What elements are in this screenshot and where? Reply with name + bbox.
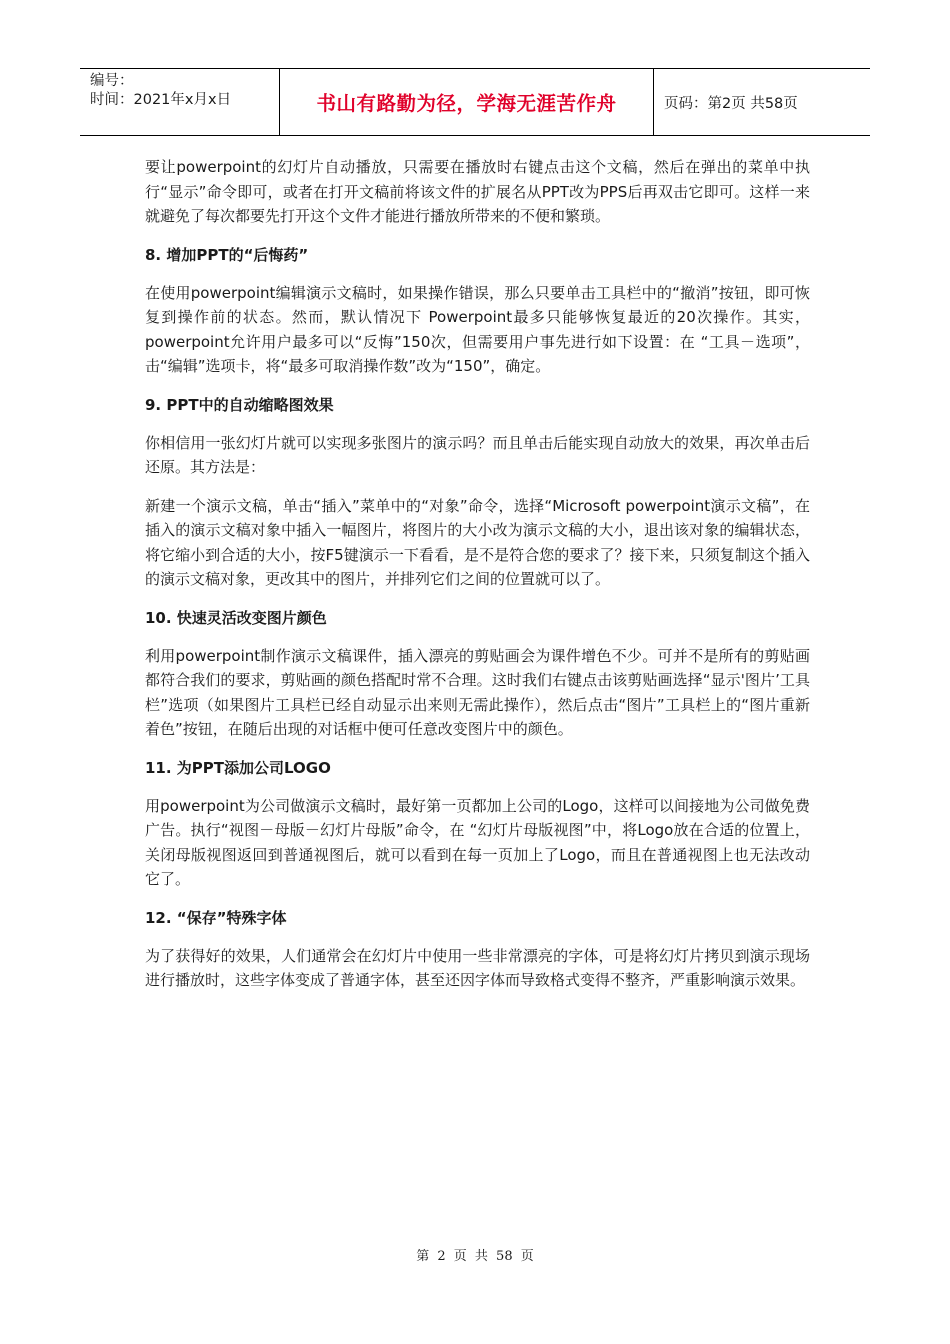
- section-heading: 9. PPT中的自动缩略图效果: [145, 395, 334, 414]
- paragraph: 在使用powerpoint编辑演示文稿时，如果操作错误，那么只要单击工具栏中的“撤消”按钮，即可恢复到操作前的状态。然而，默认情况下 Powerpoint最多只能够恢复最近的20次操作。其实，powerpoint允许用户最多可以“反悔”150次，但需要用户事先进行如下设置：在 “工具－选项”，击“编辑”选项卡，将“最多可取消操作数”改为“150”，确定。: [145, 283, 810, 375]
- document-number-label: 编号：: [90, 73, 134, 89]
- document-body: [145, 155, 810, 1007]
- paragraph: 利用powerpoint制作演示文稿课件，插入漂亮的剪贴画会为课件增色不少。可并不是所有的剪贴画都符合我们的要求，剪贴画的颜色搭配时常不合理。这时我们右键点击该剪贴画选择“显示'图片’工具栏”选项（如果图片工具栏已经自动显示出来则无需此操作），然后点击“图片”工具栏上的“图片重新着色”按钮，在随后出现的对话框中便可任意改变图片中的颜色。: [145, 646, 810, 738]
- paragraph: 你相信用一张幻灯片就可以实现多张图片的演示吗？而且单击后能实现自动放大的效果，再次单击后还原。其方法是：: [145, 433, 810, 476]
- paragraph: 要让powerpoint的幻灯片自动播放，只需要在播放时右键点击这个文稿，然后在弹出的菜单中执行“显示”命令即可，或者在打开文稿前将该文件的扩展名从PPT改为PPS后再双击它即可。这样一来就避免了每次都要先打开这个文件才能进行播放所带来的不便和繁琐。: [145, 158, 810, 225]
- paragraph: 为了获得好的效果，人们通常会在幻灯片中使用一些非常漂亮的字体，可是将幻灯片拷贝到演示现场进行播放时，这些字体变成了普通字体，甚至还因字体而导致格式变得不整齐，严重影响演示效果。: [145, 946, 810, 989]
- section-heading: 10. 快速灵活改变图片颜色: [145, 608, 327, 627]
- header-page-info: 页码：第2页 共58页: [664, 95, 798, 112]
- section-heading: 12. “保存”特殊字体: [145, 908, 287, 927]
- page-header: [80, 68, 870, 136]
- header-motto-cell: [280, 69, 654, 135]
- paragraph: 用powerpoint为公司做演示文稿时，最好第一页都加上公司的Logo，这样可以间接地为公司做免费广告。执行“视图－母版－幻灯片母版”命令，在 “幻灯片母版视图”中，将Logo放在合适的位置上，关闭母版视图返回到普通视图后，就可以看到在每一页加上了Logo，而且在普通视图上也无法改动它了。: [145, 796, 810, 888]
- document-date: 时间：2021年x月x日: [90, 92, 232, 108]
- section-heading: 8. 增加PPT的“后悔药”: [145, 245, 309, 264]
- section-heading: 11. 为PPT添加公司LOGO: [145, 758, 331, 777]
- header-motto: 书山有路勤为径，学海无涯苦作舟: [316, 92, 617, 115]
- page-footer: 第 2 页 共 58 页: [416, 1249, 534, 1264]
- header-meta: [80, 69, 280, 135]
- paragraph: 新建一个演示文稿，单击“插入”菜单中的“对象”命令，选择“Microsoft powerpoint演示文稿”，在插入的演示文稿对象中插入一幅图片，将图片的大小改为演示文稿的大小，退出该对象的编辑状态，将它缩小到合适的大小，按F5键演示一下看看，是不是符合您的要求了？接下来，只须复制这个插入的演示文稿对象，更改其中的图片，并排列它们之间的位置就可以了。: [145, 496, 810, 588]
